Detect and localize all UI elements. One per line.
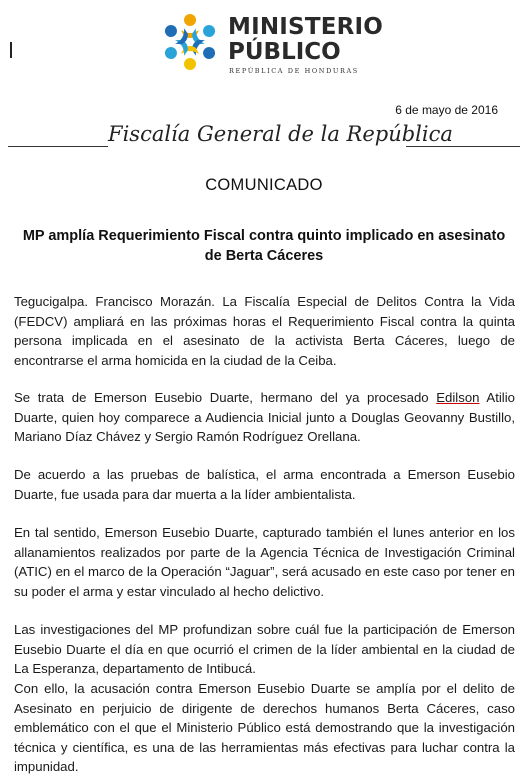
ministerio-publico-logo: [158, 8, 384, 78]
document-heading: COMUNICADO: [205, 176, 323, 194]
paragraph-6: Con ello, la acusación contra Emerson Eusebio Duarte se amplía por el delito de Asesinato en perjuicio de dirigente de derechos humanos Berta Cáceres, caso emblemático con el que el Ministerio Público está demostrando que la investigación técnica y científica, es una de las herramientas más efectivas para luchar contra la impunidad.: [14, 681, 515, 774]
paragraph-2-part-a: Se trata de Emerson Eusebio Duarte, hermano del ya procesado: [14, 390, 437, 405]
text-cursor-mark: [10, 42, 12, 58]
paragraph-5: Las investigaciones del MP profundizan sobre cuál fue la participación de Emerson Eusebio Duarte el día en que ocurrió el crimen de la líder ambiental en la ciudad de La Esperanza, departamento de Intibucá.: [14, 622, 515, 676]
letterhead: [0, 118, 528, 148]
logo-title-line1: MINISTERIO: [228, 14, 384, 40]
document-date: 6 de mayo de 2016: [395, 103, 498, 117]
spellcheck-underlined-word: Edilson: [436, 390, 480, 405]
letterhead-title: Fiscalía General de la República: [108, 122, 453, 146]
paragraph-4: En tal sentido, Emerson Eusebio Duarte, capturado también el lunes anterior en los allanamientos realizados por parte de la Agencia Técnica de Investigación Criminal (ATIC) en el marco de la Operación “Jaguar”, será acusado en este caso por tener en su poder el arma y estar vinculado al hecho delictivo.: [14, 525, 515, 599]
logo-title-line2: PÚBLICO: [228, 39, 341, 65]
press-release-headline: MP amplía Requerimiento Fiscal contra quinto implicado en asesinato de Berta Cáceres: [22, 228, 506, 264]
people-circle-emblem-icon: [158, 10, 222, 74]
logo-subtitle: REPÚBLICA DE HONDURAS: [229, 67, 359, 75]
paragraph-3: De acuerdo a las pruebas de balística, el arma encontrada a Emerson Eusebio Duarte, fue usada para dar muerta a la líder ambientalista.: [14, 467, 515, 502]
letterhead-rule-left: [8, 146, 108, 147]
letterhead-rule-right: [406, 146, 520, 147]
paragraph-1: Tegucigalpa. Francisco Morazán. La Fiscalía Especial de Delitos Contra la Vida (FEDCV) ampliará en las próximas horas el Requerimiento Fiscal contra la quinta persona implicada en el asesinato de la activista Berta Cáceres, luego de encontrarse el arma homicida en la ciudad de la Ceiba.: [14, 294, 515, 368]
paragraph-2-part-c: Atilio Duarte, quien hoy comparece a Audiencia Inicial junto a Douglas Geovanny Bustillo, Mariano Díaz Chávez y Sergio Ramón Rodríguez Orellana.: [14, 390, 515, 444]
paragraph-2: [14, 388, 515, 447]
